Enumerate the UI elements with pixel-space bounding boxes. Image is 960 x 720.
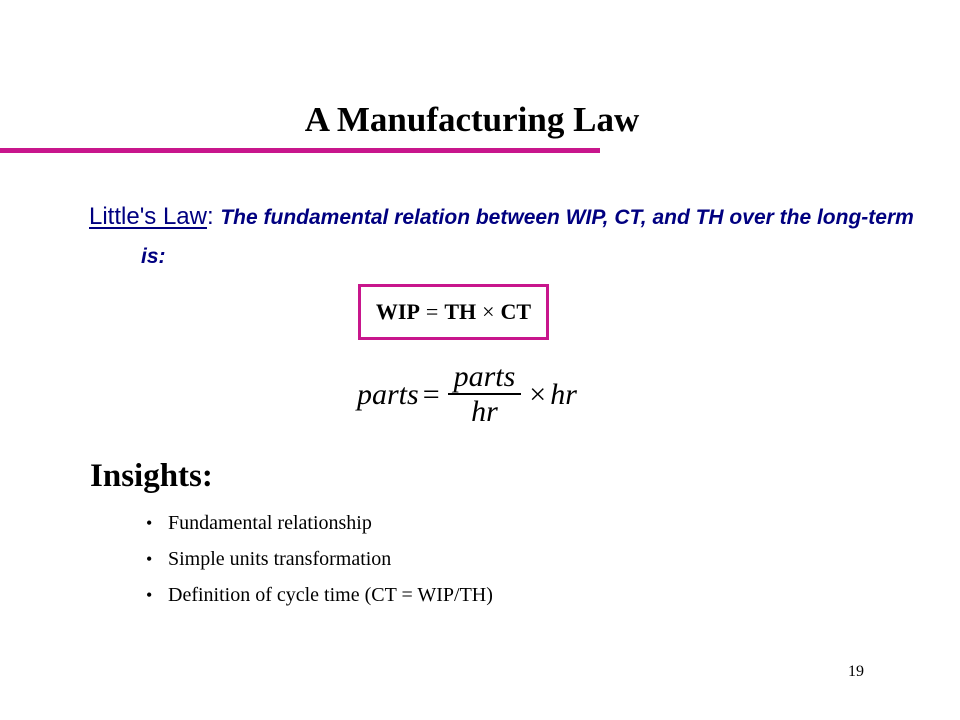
law-description: The fundamental relation between WIP, CT, and TH over the long-term is: (141, 206, 914, 268)
formula-th: TH (444, 299, 477, 324)
littles-law-formula-box (358, 284, 549, 340)
insight-text: Definition of cycle time (CT = WIP/TH) (168, 584, 493, 606)
insights-list (146, 505, 493, 613)
formula-equals: = (425, 299, 439, 324)
units-equals: = (422, 378, 440, 411)
list-item (146, 541, 493, 577)
bullet-icon: • (146, 549, 153, 569)
law-name: Little's Law (89, 203, 207, 230)
insights-heading: Insights: (90, 458, 213, 494)
units-denominator: hr (471, 395, 498, 428)
littles-law-statement (89, 198, 941, 276)
formula-wip: WIP (375, 299, 420, 324)
units-fraction (448, 361, 522, 429)
units-times: × (529, 378, 547, 411)
bullet-icon: • (146, 585, 153, 605)
units-lhs: parts (357, 378, 419, 411)
list-item (146, 505, 493, 541)
formula-ct: CT (500, 299, 532, 324)
bullet-icon: • (146, 513, 153, 533)
title-underline-rule (0, 148, 600, 153)
units-numerator: parts (453, 360, 516, 393)
list-item (146, 577, 493, 613)
units-equation (357, 360, 577, 430)
units-rhs: hr (550, 378, 577, 411)
insight-text: Fundamental relationship (168, 512, 372, 534)
law-colon: : (206, 203, 214, 230)
page-number: 19 (848, 663, 864, 680)
insight-text: Simple units transformation (168, 548, 392, 570)
formula-times: × (482, 299, 495, 324)
slide-title: A Manufacturing Law (304, 100, 640, 139)
